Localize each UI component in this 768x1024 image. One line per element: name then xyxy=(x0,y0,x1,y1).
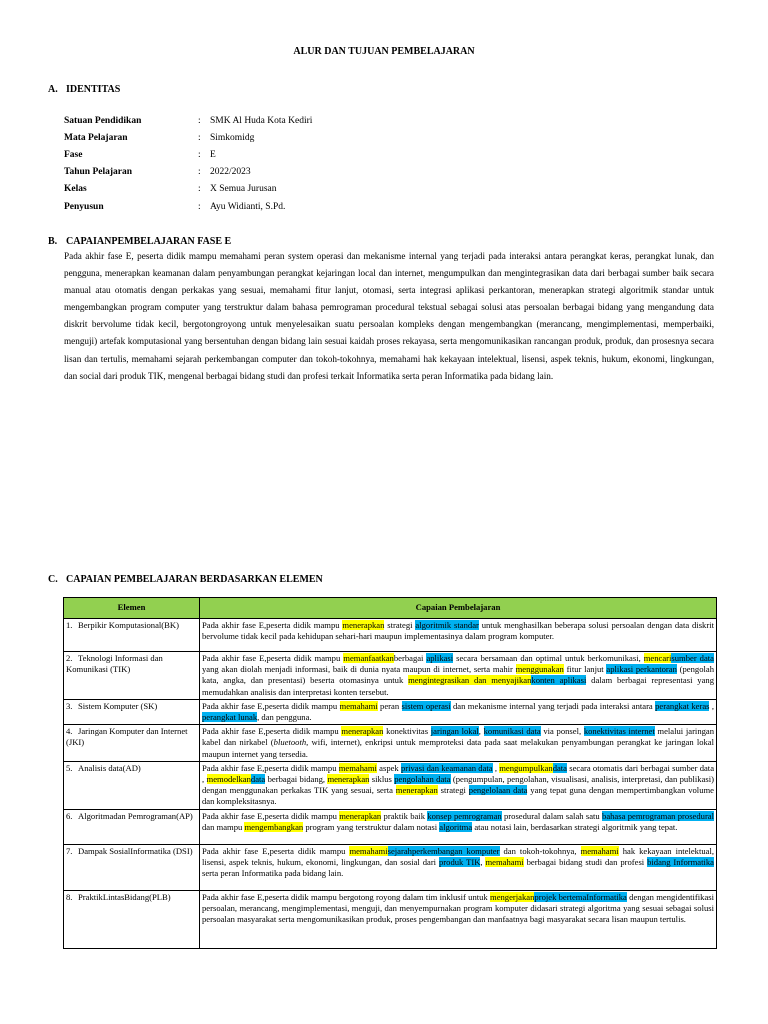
element-cell xyxy=(64,725,200,762)
highlight-concept: sistem operasi xyxy=(401,700,451,711)
capaian-text: Pada akhir fase E,peserta didik mampu xyxy=(202,620,343,630)
element-number: 7. xyxy=(66,845,73,856)
capaian-text: bluetooth xyxy=(273,737,307,748)
elements-table xyxy=(63,597,717,949)
highlight-verb: memahami xyxy=(338,762,377,773)
highlight-concept: konsep pemrograman xyxy=(427,810,502,821)
highlight-concept: perangkat keras xyxy=(655,700,710,711)
identity-row xyxy=(64,129,312,146)
capaian-cell xyxy=(200,809,717,844)
element-number: 4. xyxy=(66,726,73,737)
highlight-verb: memahami xyxy=(580,845,619,856)
capaian-text: Pada akhir fase E,peserta didik mampu xyxy=(202,700,340,711)
capaian-text: Pada akhir fase E,peserta didik mampu xyxy=(202,726,342,737)
highlight-concept: aplikasi perkantoran xyxy=(606,664,677,675)
identity-label: Mata Pelajaran xyxy=(64,132,128,143)
capaian-text: melalui jaringan kabel dan nirkabel ( xyxy=(202,726,715,748)
identity-value: E xyxy=(210,149,216,160)
table-row xyxy=(64,890,717,948)
identity-value: SMK Al Huda Kota Kediri xyxy=(210,115,313,126)
element-name: Algoritmadan Pemrograman(AP) xyxy=(78,810,193,821)
identity-colon: : xyxy=(198,132,201,143)
capaian-cell xyxy=(200,890,717,948)
capaian-text: serta peran Informatika pada bidang lain. xyxy=(202,868,344,879)
highlight-verb: menerapkan xyxy=(339,810,382,821)
identity-list xyxy=(64,112,312,215)
table-row xyxy=(64,619,717,652)
capaian-text: secara bersamaan dan optimal untuk berkomunikasi, xyxy=(453,653,644,663)
capaian-text: (pengolah kata, angka, dan presentasi) beserta otomasinya untuk xyxy=(202,664,714,686)
highlight-concept: sumber data xyxy=(671,653,714,663)
capaian-text: yang tepat guna dengan mempertimbangkan volume dan kompleksitasnya. xyxy=(202,785,714,807)
highlight-verb: memodelkan xyxy=(206,774,251,785)
identity-row xyxy=(64,164,312,181)
element-cell xyxy=(64,652,200,700)
highlight-verb: memahami xyxy=(339,700,378,711)
identity-label: Satuan Pendidikan xyxy=(64,115,142,126)
highlight-concept: privasi dan keamanan data xyxy=(400,762,493,773)
identity-label: Tahun Pelajaran xyxy=(64,167,133,178)
highlight-verb: menggunakan xyxy=(515,664,564,675)
identity-row xyxy=(64,146,312,163)
capaian-cell xyxy=(200,725,717,762)
section-b-heading xyxy=(48,236,231,247)
element-cell xyxy=(64,699,200,724)
identity-row xyxy=(64,112,312,129)
capaian-text: berbagai bidang studi dan profesi xyxy=(523,856,648,867)
highlight-verb: mengembangkan xyxy=(244,821,304,832)
table-row xyxy=(64,809,717,844)
highlight-verb: menerapkan xyxy=(327,774,370,785)
element-cell xyxy=(64,619,200,652)
identity-row xyxy=(64,198,312,215)
highlight-concept: pengelolaan data xyxy=(468,785,528,796)
capaian-text: (pengumpulan, pengolahan, visualisasi, analisis, interpretasi, dan publikasi) dengan menggunakan perkakas TIK yang sesuai, serta xyxy=(202,774,715,796)
identity-colon: : xyxy=(198,201,201,212)
element-name: Analisis data(AD) xyxy=(78,762,141,773)
highlight-concept: algoritma xyxy=(439,821,473,832)
capaian-cell xyxy=(200,761,717,809)
identity-colon: : xyxy=(198,115,201,126)
element-cell xyxy=(64,890,200,948)
element-name: Sistem Komputer (SK) xyxy=(78,700,158,711)
element-name: Dampak SosialInformatika (DSI) xyxy=(78,845,193,856)
highlight-concept: komunikasi data xyxy=(483,726,541,737)
capaian-text: Pada akhir fase E,peserta didik mampu xyxy=(202,845,350,856)
capaian-text: dalam berbagai representasi yang memudahkan analisis dan interpretasi konten tersebut. xyxy=(202,675,714,697)
highlight-verb: mengintegrasikan dan menyajikan xyxy=(408,675,532,686)
identity-label: Fase xyxy=(64,149,83,160)
highlight-verb: menerapkan xyxy=(341,726,384,737)
capaian-text: strategi xyxy=(384,620,416,630)
capaian-cell xyxy=(200,619,717,652)
element-name: Teknologi Informasi dan Komunikasi (TIK) xyxy=(66,653,163,675)
element-name: Jaringan Komputer dan Internet (JKI) xyxy=(66,726,188,748)
highlight-concept: data xyxy=(552,762,568,773)
table-row xyxy=(64,761,717,809)
table-row xyxy=(64,652,717,700)
capaian-text: peran xyxy=(377,700,402,711)
capaian-text: Pada akhir fase E,peserta didik mampu bergotong royong dalam tim inklusif untuk xyxy=(202,891,491,902)
element-cell xyxy=(64,809,200,844)
capaian-text: , xyxy=(492,762,500,773)
element-number: 8. xyxy=(66,891,73,902)
capaian-text: praktik baik xyxy=(381,810,428,821)
section-title: CAPAIANPEMBELAJARAN FASE E xyxy=(66,236,232,247)
highlight-verb: mengumpulkan xyxy=(499,762,553,773)
element-name: Berpikir Komputasional(BK) xyxy=(78,620,179,630)
capaian-text: secara otomatis dari berbagai sumber data , xyxy=(202,762,715,785)
highlight-concept: pengolahan data xyxy=(394,774,451,785)
table-row xyxy=(64,844,717,890)
identity-value: Simkomidg xyxy=(210,132,255,143)
identity-colon: : xyxy=(198,149,201,160)
table-header-row xyxy=(64,598,717,619)
capaian-cell xyxy=(200,699,717,724)
capaian-text: berbagai bidang, xyxy=(265,774,328,785)
identity-colon: : xyxy=(198,184,201,195)
element-number: 2. xyxy=(66,653,73,663)
table-row xyxy=(64,725,717,762)
section-c-heading xyxy=(48,574,323,585)
capaian-text: dan mampu xyxy=(202,821,245,832)
table-row xyxy=(64,699,717,724)
capaian-text: siklus xyxy=(369,774,395,785)
capaian-text: fitur lanjut xyxy=(563,664,607,675)
element-cell xyxy=(64,844,200,890)
highlight-concept: konektivitas internet xyxy=(583,726,655,737)
element-number: 1. xyxy=(66,620,73,630)
highlight-concept: perangkat lunak xyxy=(202,712,258,723)
table-body xyxy=(64,619,717,949)
section-title: IDENTITAS xyxy=(66,84,121,95)
highlight-concept: bahasa pemrograman prosedural xyxy=(602,810,715,821)
capaian-text: dengan mengidentifikasi persoalan, merancang, mengimplementasi, menguji, dan menyempurnakan program komputer didasari strategi algoritma yang sesuai sebagai solusi persoalan masyarakat serta mengomunikasikan produk, proses pengembangan dan manfaatnya bagi masyarakat secara lisan maupun tertulis. xyxy=(202,891,714,925)
highlight-concept: konten aplikasi xyxy=(531,675,587,686)
identity-row xyxy=(64,181,312,198)
capaian-text: yang akan diolah menjadi informasi, baik di dunia nyata maupun di internet, serta mahir xyxy=(202,664,516,675)
highlight-concept: sejarahperkembangan komputer xyxy=(387,845,500,856)
section-number: B. xyxy=(48,236,58,247)
capaian-text: via ponsel, xyxy=(540,726,584,737)
identity-value: 2022/2023 xyxy=(210,167,251,178)
capaian-text: Pada akhir fase E,peserta didik mampu xyxy=(202,762,339,773)
identity-label: Penyusun xyxy=(64,201,104,212)
capaian-text: dan mekanisme internal yang terjadi pada interaksi antara xyxy=(450,700,656,711)
capaian-text: , xyxy=(709,700,714,711)
capaian-text: dan tokoh-tokohnya, xyxy=(499,845,581,856)
capaian-text: , xyxy=(478,726,484,737)
identity-label: Kelas xyxy=(64,184,87,195)
highlight-concept: projek bertemaInformatika xyxy=(534,891,627,902)
element-cell xyxy=(64,761,200,809)
highlight-concept: data xyxy=(250,774,266,785)
highlight-verb: memahami xyxy=(485,856,524,867)
highlight-concept: produk TIK xyxy=(438,856,481,867)
capaian-text: , xyxy=(480,856,486,867)
section-number: A. xyxy=(48,84,58,95)
capaian-cell xyxy=(200,652,717,700)
header-capaian: Capaian Pembelajaran xyxy=(200,598,717,619)
highlight-verb: menerapkan xyxy=(395,785,438,796)
highlight-concept: algoritmik standar xyxy=(415,620,479,630)
element-number: 6. xyxy=(66,810,73,821)
capaian-text: berbagai xyxy=(393,653,427,663)
capaian-text: aspek xyxy=(376,762,401,773)
section-a-heading xyxy=(48,84,120,95)
capaian-text: konektivitas xyxy=(383,726,431,737)
capaian-text: program yang terstruktur dalam notasi xyxy=(303,821,440,832)
capaian-text: hak kekayaan intelektual, lisensi, aspek teknis, hukum, ekonomi, lingkungan, dan sosial dari xyxy=(202,845,715,867)
element-name: PraktikLintasBidang(PLB) xyxy=(78,891,171,902)
document-title: ALUR DAN TUJUAN PEMBELAJARAN xyxy=(293,46,475,57)
capaian-text: , dan pengguna. xyxy=(257,712,312,723)
capaian-text: Pada akhir fase E,peserta didik mampu xyxy=(202,653,344,663)
identity-value: Ayu Widianti, S.Pd. xyxy=(210,201,286,212)
highlight-verb: memahami xyxy=(349,845,388,856)
highlight-verb: mencari xyxy=(643,653,672,663)
capaian-text: Pada akhir fase E,peserta didik mampu xyxy=(202,810,340,821)
highlight-verb: mengerjakan xyxy=(490,891,535,902)
element-number: 3. xyxy=(66,700,73,711)
identity-value: X Semua Jurusan xyxy=(210,184,277,195)
identity-colon: : xyxy=(198,167,201,178)
section-title: CAPAIAN PEMBELAJARAN BERDASARKAN ELEMEN xyxy=(66,574,323,585)
capaian-text: , wifi, internet), enkripsi untuk memproteksi data pada saat melakukan penyambungan perangkat ke jaringan lokal maupun internet yang tersedia. xyxy=(202,737,715,759)
capaian-paragraph: Pada akhir fase E, peserta didik mampu memahami peran system operasi dan mekanisme internal yang terjadi pada interaksi antara perangkat keras, perangkat lunak, dan pengguna, menerapkan keamanan dalam penyambungan perangkat kejaringan local dan internet, mengumpulkan dan mengintegrasikan data dari berbagai sumber baik secara manual atau otomatis dengan perkakas yang sesuai, memahami fitur lanjut, otomasi, serta integrasi aplikasi perkantoran, menerapkan strategi algoritmik standar untuk mengembangkan program computer yang terstruktur dalam bahasa pemrograman procedural tekstual sebagai solusi atas persoalan berbagai bidang yang mengandung data diskrit bervolume tidak kecil, bergotongroyong untuk menyelesaikan suatu persoalan kompleks dengan mengembangkan (merancang, mengimplementasi, memperbaiki, menguji) artefak komputasional yang bersentuhan dengan bidang lain sesuai kaidah proses rekayasa, serta mengomunikasikan rancangan produk, produk, dan prosesnya secara lisan dan tertulis, memahami sejarah perkembangan computer dan tokoh-tokohnya, memahami hak kekayaan intelektual, lisensi, aspek teknis, hukum, ekonomi, lingkungan, dan social dari produk TIK, mengenal berbagai bidang studi dan profesi terkait Informatika serta peran Informatika pada bidang lain. xyxy=(64,251,714,381)
header-elemen: Elemen xyxy=(64,598,200,619)
highlight-concept: bidang Informatika xyxy=(647,856,714,867)
capaian-text: prosedural dalam salah satu xyxy=(501,810,603,821)
element-number: 5. xyxy=(66,762,73,773)
section-number: C. xyxy=(48,574,58,585)
highlight-concept: aplikasi xyxy=(426,653,454,663)
highlight-verb: memanfaatkan xyxy=(343,653,394,663)
capaian-cell xyxy=(200,844,717,890)
highlight-concept: jaringan lokal xyxy=(430,726,479,737)
highlight-verb: menerapkan xyxy=(342,620,385,630)
capaian-text: strategi xyxy=(437,785,469,796)
capaian-text: atau notasi lain, berdasarkan strategi algoritmik yang tepat. xyxy=(472,821,678,832)
capaian-text: untuk menghasilkan beberapa solusi persoalan dengan data diskrit bervolume tidak kecil pada kehidupan sehari-hari maupun implementasinya dalam program komputer. xyxy=(202,620,714,642)
